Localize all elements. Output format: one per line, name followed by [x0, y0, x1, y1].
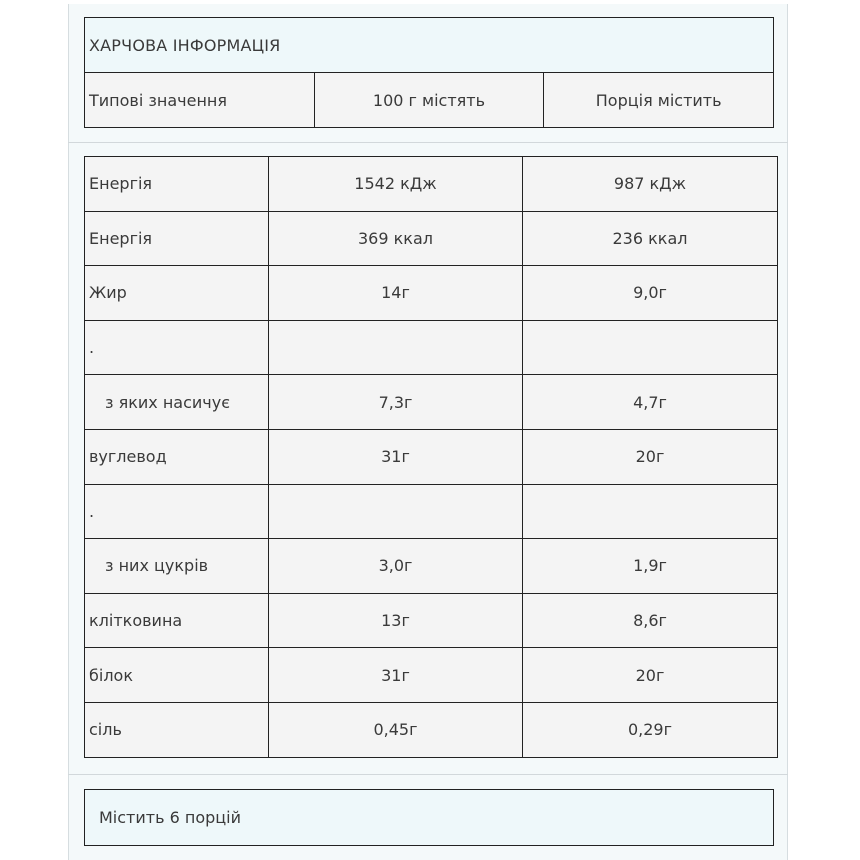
- value-per-portion: 20г: [523, 429, 778, 484]
- nutrient-label: сіль: [85, 702, 269, 757]
- value-per-portion: 1,9г: [523, 539, 778, 594]
- table-row: [85, 484, 778, 539]
- divider: [68, 142, 788, 143]
- nutrient-label: Енергія: [85, 157, 269, 212]
- value-per-portion: 0,29г: [523, 702, 778, 757]
- nutrient-label: Жир: [85, 266, 269, 321]
- value-per-portion: [523, 320, 778, 375]
- value-per-portion: 9,0г: [523, 266, 778, 321]
- column-header-per-portion: Порція містить: [544, 73, 774, 128]
- value-per-100g: 369 ккал: [269, 211, 523, 266]
- value-per-100g: 7,3г: [269, 375, 523, 430]
- table-row: [85, 429, 778, 484]
- table-row: [85, 702, 778, 757]
- value-per-100g: [269, 320, 523, 375]
- nutrient-label: білок: [85, 648, 269, 703]
- servings-row: [85, 790, 774, 846]
- value-per-portion: 987 кДж: [523, 157, 778, 212]
- nutrient-label: з яких насичує: [85, 375, 269, 430]
- nutrition-header-table: [84, 17, 774, 128]
- value-per-portion: 236 ккал: [523, 211, 778, 266]
- value-per-100g: 31г: [269, 429, 523, 484]
- column-header-typical: Типові значення: [85, 73, 315, 128]
- nutrient-label: Енергія: [85, 211, 269, 266]
- table-row: [85, 375, 778, 430]
- table-row: [85, 266, 778, 321]
- nutrition-values-table: [84, 156, 778, 758]
- table-row: [85, 539, 778, 594]
- table-row: [85, 648, 778, 703]
- table-row: [85, 593, 778, 648]
- nutrient-label: .: [85, 320, 269, 375]
- value-per-100g: 13г: [269, 593, 523, 648]
- table-row: [85, 157, 778, 212]
- title-row: [85, 18, 774, 73]
- divider: [68, 774, 788, 775]
- servings-table: [84, 789, 774, 846]
- value-per-portion: 20г: [523, 648, 778, 703]
- nutrient-label: клітковина: [85, 593, 269, 648]
- table-title: ХАРЧОВА ІНФОРМАЦІЯ: [85, 18, 774, 73]
- column-header-per-100g: 100 г містять: [314, 73, 544, 128]
- value-per-100g: 1542 кДж: [269, 157, 523, 212]
- value-per-portion: 4,7г: [523, 375, 778, 430]
- nutrient-label: вуглевод: [85, 429, 269, 484]
- column-header-row: [85, 73, 774, 128]
- value-per-portion: [523, 484, 778, 539]
- value-per-100g: [269, 484, 523, 539]
- value-per-100g: 0,45г: [269, 702, 523, 757]
- value-per-100g: 31г: [269, 648, 523, 703]
- nutrient-label: з них цукрів: [85, 539, 269, 594]
- nutrient-label: .: [85, 484, 269, 539]
- table-row: [85, 211, 778, 266]
- value-per-100g: 3,0г: [269, 539, 523, 594]
- value-per-100g: 14г: [269, 266, 523, 321]
- value-per-portion: 8,6г: [523, 593, 778, 648]
- servings-note: Містить 6 порцій: [85, 790, 774, 846]
- table-row: [85, 320, 778, 375]
